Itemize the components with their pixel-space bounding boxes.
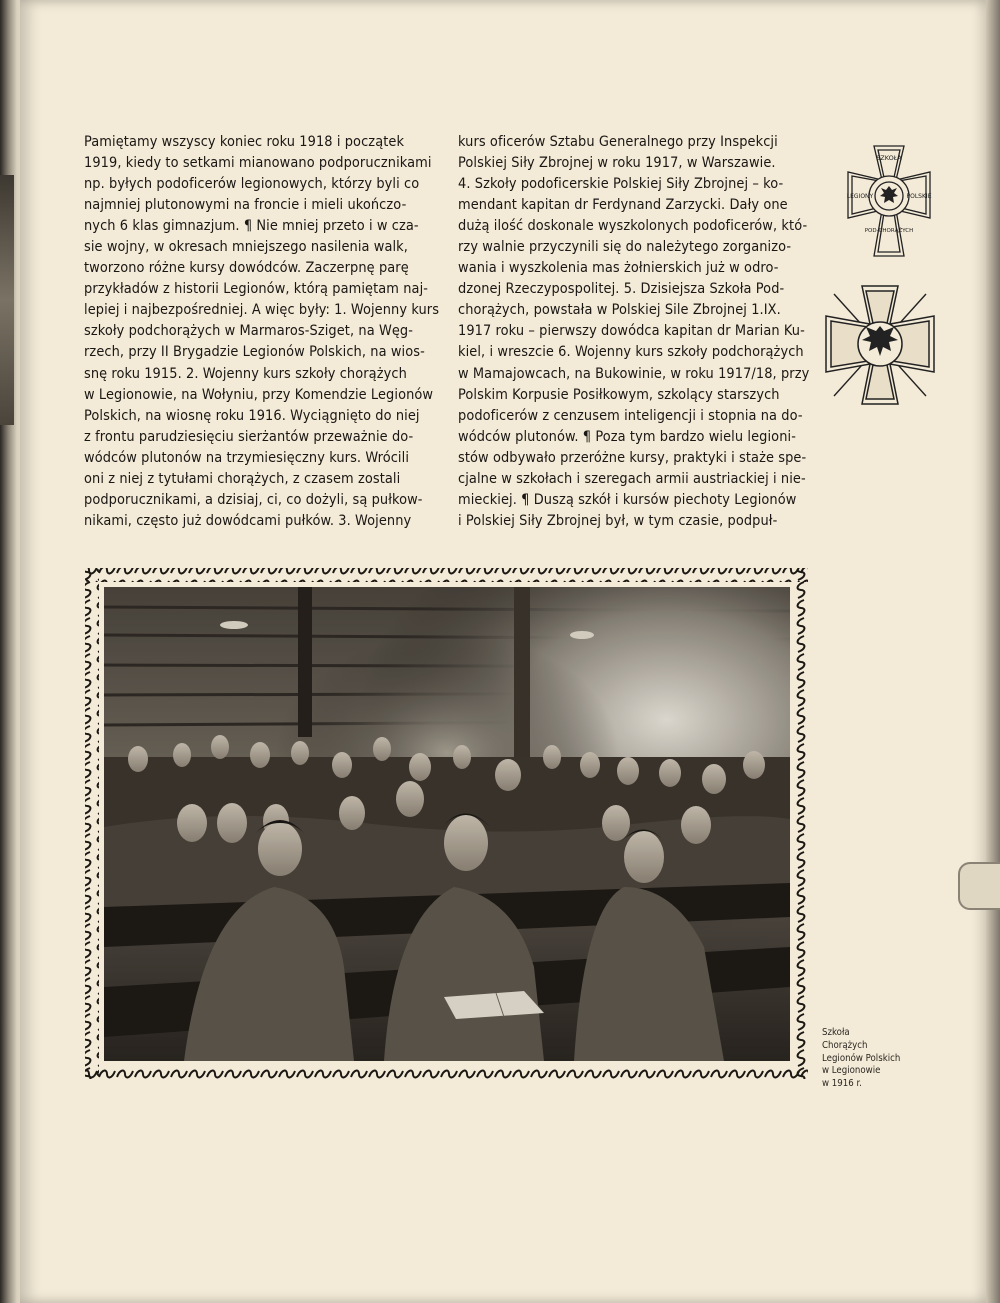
page-tab-marker xyxy=(958,862,1000,910)
text-line: podoficerów z cenzusem inteligencji i stopnia na do- xyxy=(458,407,803,424)
badge-left-text: LEGIONY xyxy=(846,193,874,200)
text-line: z frontu parudziesięciu sierżantów przeważnie do- xyxy=(84,428,414,445)
text-line: mendant kapitan dr Ferdynand Zarzycki. Dały one xyxy=(458,197,788,214)
text-line: kiel, i wreszcie 6. Wojenny kurs szkoły podchorążych xyxy=(458,344,804,361)
text-line: 1919, kiedy to setkami mianowano podporucznikami xyxy=(84,155,432,172)
eagle-cross-badge-icon xyxy=(820,282,940,408)
text-line: stów odbywało przeróżne kursy, praktyki i staże spe- xyxy=(458,449,807,466)
text-line: Polskich, na wiosnę roku 1916. Wyciągnięto do niej xyxy=(84,407,420,424)
caption-line: w Legionowie xyxy=(822,1065,881,1077)
text-line: wania i wyszkolenia mas żołnierskich już w odro- xyxy=(458,260,779,277)
text-line: w Legionowie, na Wołyniu, przy Komendzie Legionów xyxy=(84,386,434,403)
text-line: np. byłych podoficerów legionowych, którzy byli co xyxy=(84,176,420,193)
text-column-right xyxy=(458,132,822,532)
classroom-photo-image xyxy=(104,587,790,1061)
adjacent-photo-edge xyxy=(0,175,14,425)
photo-frame xyxy=(80,563,814,1085)
photo-caption xyxy=(822,1027,932,1091)
text-line: przykładów z historii Legionów, którą pamiętam naj- xyxy=(84,281,429,298)
text-line: kurs oficerów Sztabu Generalnego przy Inspekcji xyxy=(458,134,778,150)
caption-line: Legionów Polskich xyxy=(822,1052,901,1064)
text-line: dużą ilość doskonale wyszkolonych podoficerów, któ- xyxy=(458,218,808,235)
classroom-photo xyxy=(104,587,790,1061)
page-right-edge xyxy=(986,0,1000,1303)
text-line: nikami, często już dowódcami pułków. 3. Wojenny xyxy=(84,512,412,529)
badge-ring-text: SZKOŁA xyxy=(876,154,902,162)
caption-line: Szkoła xyxy=(822,1027,850,1038)
text-line: wódców plutonów. ¶ Poza tym bardzo wielu legioni- xyxy=(458,428,796,445)
text-line: 4. Szkoły podoficerskie Polskiej Siły Zbrojnej – ko- xyxy=(458,176,784,193)
text-line: podporucznikami, a dzisiaj, ci, co dożyli, są pułkow- xyxy=(84,491,423,508)
text-line: 1917 roku – pierwszy dowódca kapitan dr Marian Ku- xyxy=(458,323,805,340)
text-line: rzy walnie przyczynili się do należytego zorganizo- xyxy=(458,239,792,256)
text-column-left xyxy=(84,132,440,532)
text-line: rzech, przy II Brygadzie Legionów Polskich, na wios- xyxy=(84,344,425,361)
text-line: najmniej plutonowymi na froncie i mieli ukończo- xyxy=(84,197,407,214)
text-line: chorążych, powstała w Polskiej Sile Zbrojnej 1.IX. xyxy=(458,302,781,319)
text-line: wódców plutonów na trzymiesięczny kurs. Wrócili xyxy=(84,449,410,466)
text-line: tworzono różne kursy dowódców. Zaczerpnę parę xyxy=(84,260,409,277)
caption-line: Chorążych xyxy=(822,1039,868,1051)
text-line: Polskiej Siły Zbrojnej w roku 1917, w Warszawie. xyxy=(458,155,776,172)
text-line: nych 6 klas gimnazjum. ¶ Nie mniej przeto i w cza- xyxy=(84,218,419,235)
text-line: w Mamajowcach, na Bukowinie, w roku 1917/18, przy xyxy=(458,365,810,382)
text-line: snę roku 1915. 2. Wojenny kurs szkoły chorążych xyxy=(84,365,407,382)
text-line: lepiej i najbezpośredniej. A więc były: 1. Wojenny kurs xyxy=(84,302,440,319)
text-line: sie wojny, w okresach mniejszego nasilenia walk, xyxy=(84,239,408,256)
text-line: Pamiętamy wszyscy koniec roku 1918 i początek xyxy=(84,134,405,150)
text-line: szkoły podchorążych w Marmaros-Sziget, na Węg- xyxy=(84,323,414,340)
text-line: oni z niej z tytułami chorążych, z czasem zostali xyxy=(84,470,401,487)
text-line: i Polskiej Siły Zbrojnej był, w tym czasie, podpuł- xyxy=(458,512,778,529)
text-line: mieckiej. ¶ Duszą szkół i kursów piechoty Legionów xyxy=(458,491,797,508)
text-line: dzonej Rzeczypospolitej. 5. Dzisiejsza Szkoła Pod- xyxy=(458,281,785,298)
caption-line: w 1916 r. xyxy=(822,1078,862,1090)
badge-bottom-text: POD-CHORĄŻYCH xyxy=(864,228,914,234)
text-line: Polskim Korpusie Posiłkowym, szkolący starszych xyxy=(458,386,780,403)
text-line: cjalne w szkołach i szeregach armii austriackiej i nie- xyxy=(458,470,806,487)
school-cross-badge-icon xyxy=(830,140,948,262)
badge-right-text: POLSKIE xyxy=(906,193,932,200)
